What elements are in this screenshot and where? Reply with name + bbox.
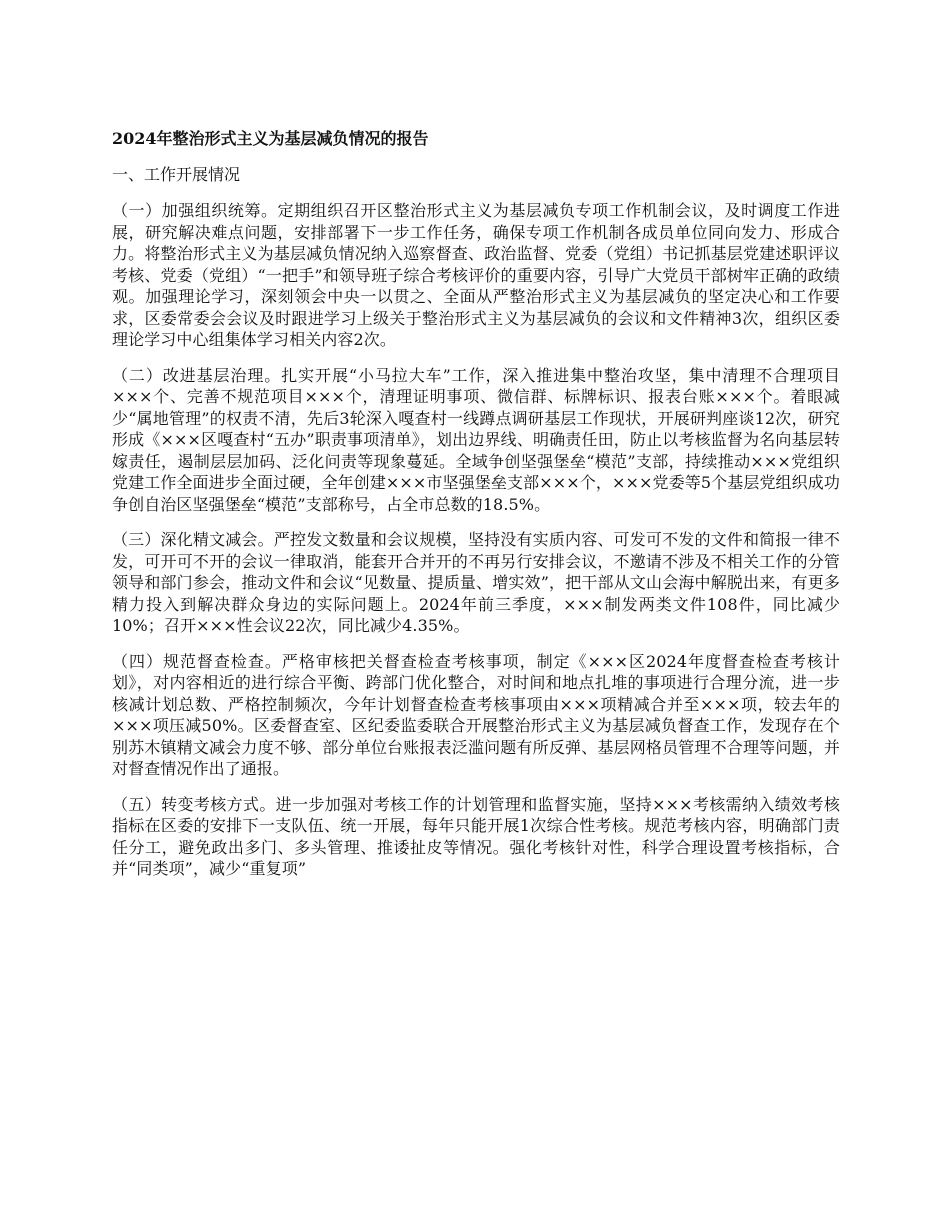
paragraph-grassroots-governance: （二）改进基层治理。扎实开展“小马拉大车”工作，深入推进集中整治攻坚，集中清理不合理项目×××个、完善不规范项目×××个，清理证明事项、微信群、标牌标识、报表台账×××个。着眼减少“属地管理”的权责不清，先后3轮深入嘎查村一线蹲点调研基层工作现状，开展研判座谈12次，研究形成《×××区嘎查村“五办”职责事项清单》，划出边界线、明确责任田，防止以考核监督为名向基层转嫁责任，遏制层层加码、泛化问责等现象蔓延。全域争创坚强堡垒“模范”支部，持续推动×××党组织党建工作全面进步全面过硬，全年创建×××市坚强堡垒支部×××个，×××党委等5个基层党组织成功争创自治区坚强堡垒“模范”支部称号，占全市总数的18.5%。 bbox=[112, 365, 840, 514]
paragraph-organization: （一）加强组织统筹。定期组织召开区整治形式主义为基层减负专项工作机制会议，及时调度工作进展，研究解决难点问题，安排部署下一步工作任务，确保专项工作机制各成员单位同向发力、形成合力。将整治形式主义为基层减负情况纳入巡察督查、政治监督、党委（党组）书记抓基层党建述职评议考核、党委（党组）“一把手”和领导班子综合考核评价的重要内容，引导广大党员干部树牢正确的政绩观。加强理论学习，深刻领会中央一以贯之、全面从严整治形式主义为基层减负的坚定决心和工作要求，区委常委会会议及时跟进学习上级关于整治形式主义为基层减负的会议和文件精神3次，组织区委理论学习中心组集体学习相关内容2次。 bbox=[112, 201, 840, 349]
paragraph-assessment: （五）转变考核方式。进一步加强对考核工作的计划管理和监督实施，坚持×××考核需纳入绩效考核指标在区委的安排下一支队伍、统一开展，每年只能开展1次综合性考核。规范考核内容，明确部门责任分工，避免政出多门、多头管理、推诿扯皮等情况。强化考核针对性，科学合理设置考核指标，合并“同类项”，减少“重复项” bbox=[112, 794, 840, 878]
document-page bbox=[112, 120, 840, 880]
document-title: 2024年整治形式主义为基层减负情况的报告 bbox=[112, 129, 429, 148]
paragraph-inspections: （四）规范督查检查。严格审核把关督查检查考核事项，制定《×××区2024年度督查检查考核计划》，对内容相近的进行综合平衡、跨部门优化整合，对时间和地点扎堆的事项进行合理分流，进一步核减计划总数、严格控制频次，今年计划督查检查考核事项由×××项精减合并至×××项，较去年的×××项压减50%。区委督查室、区纪委监委联合开展整治形式主义为基层减负督查工作，发现存在个别苏木镇精文减会力度不够、部分单位台账报表泛滥问题有所反弹、基层网格员管理不合理等问题，并对督查情况作出了通报。 bbox=[112, 651, 840, 778]
section-heading: 一、工作开展情况 bbox=[112, 165, 241, 184]
paragraph-documents-meetings: （三）深化精文减会。严控发文数量和会议规模，坚持没有实质内容、可发可不发的文件和简报一律不发，可开可不开的会议一律取消，能套开合并开的不再另行安排会议，不邀请不涉及不相关工作的分管领导和部门参会，推动文件和会议“见数量、提质量、增实效”，把干部从文山会海中解脱出来，有更多精力投入到解决群众身边的实际问题上。2024年前三季度，×××制发两类文件108件，同比减少10%；召开×××性会议22次，同比减少4.35%。 bbox=[112, 530, 840, 635]
